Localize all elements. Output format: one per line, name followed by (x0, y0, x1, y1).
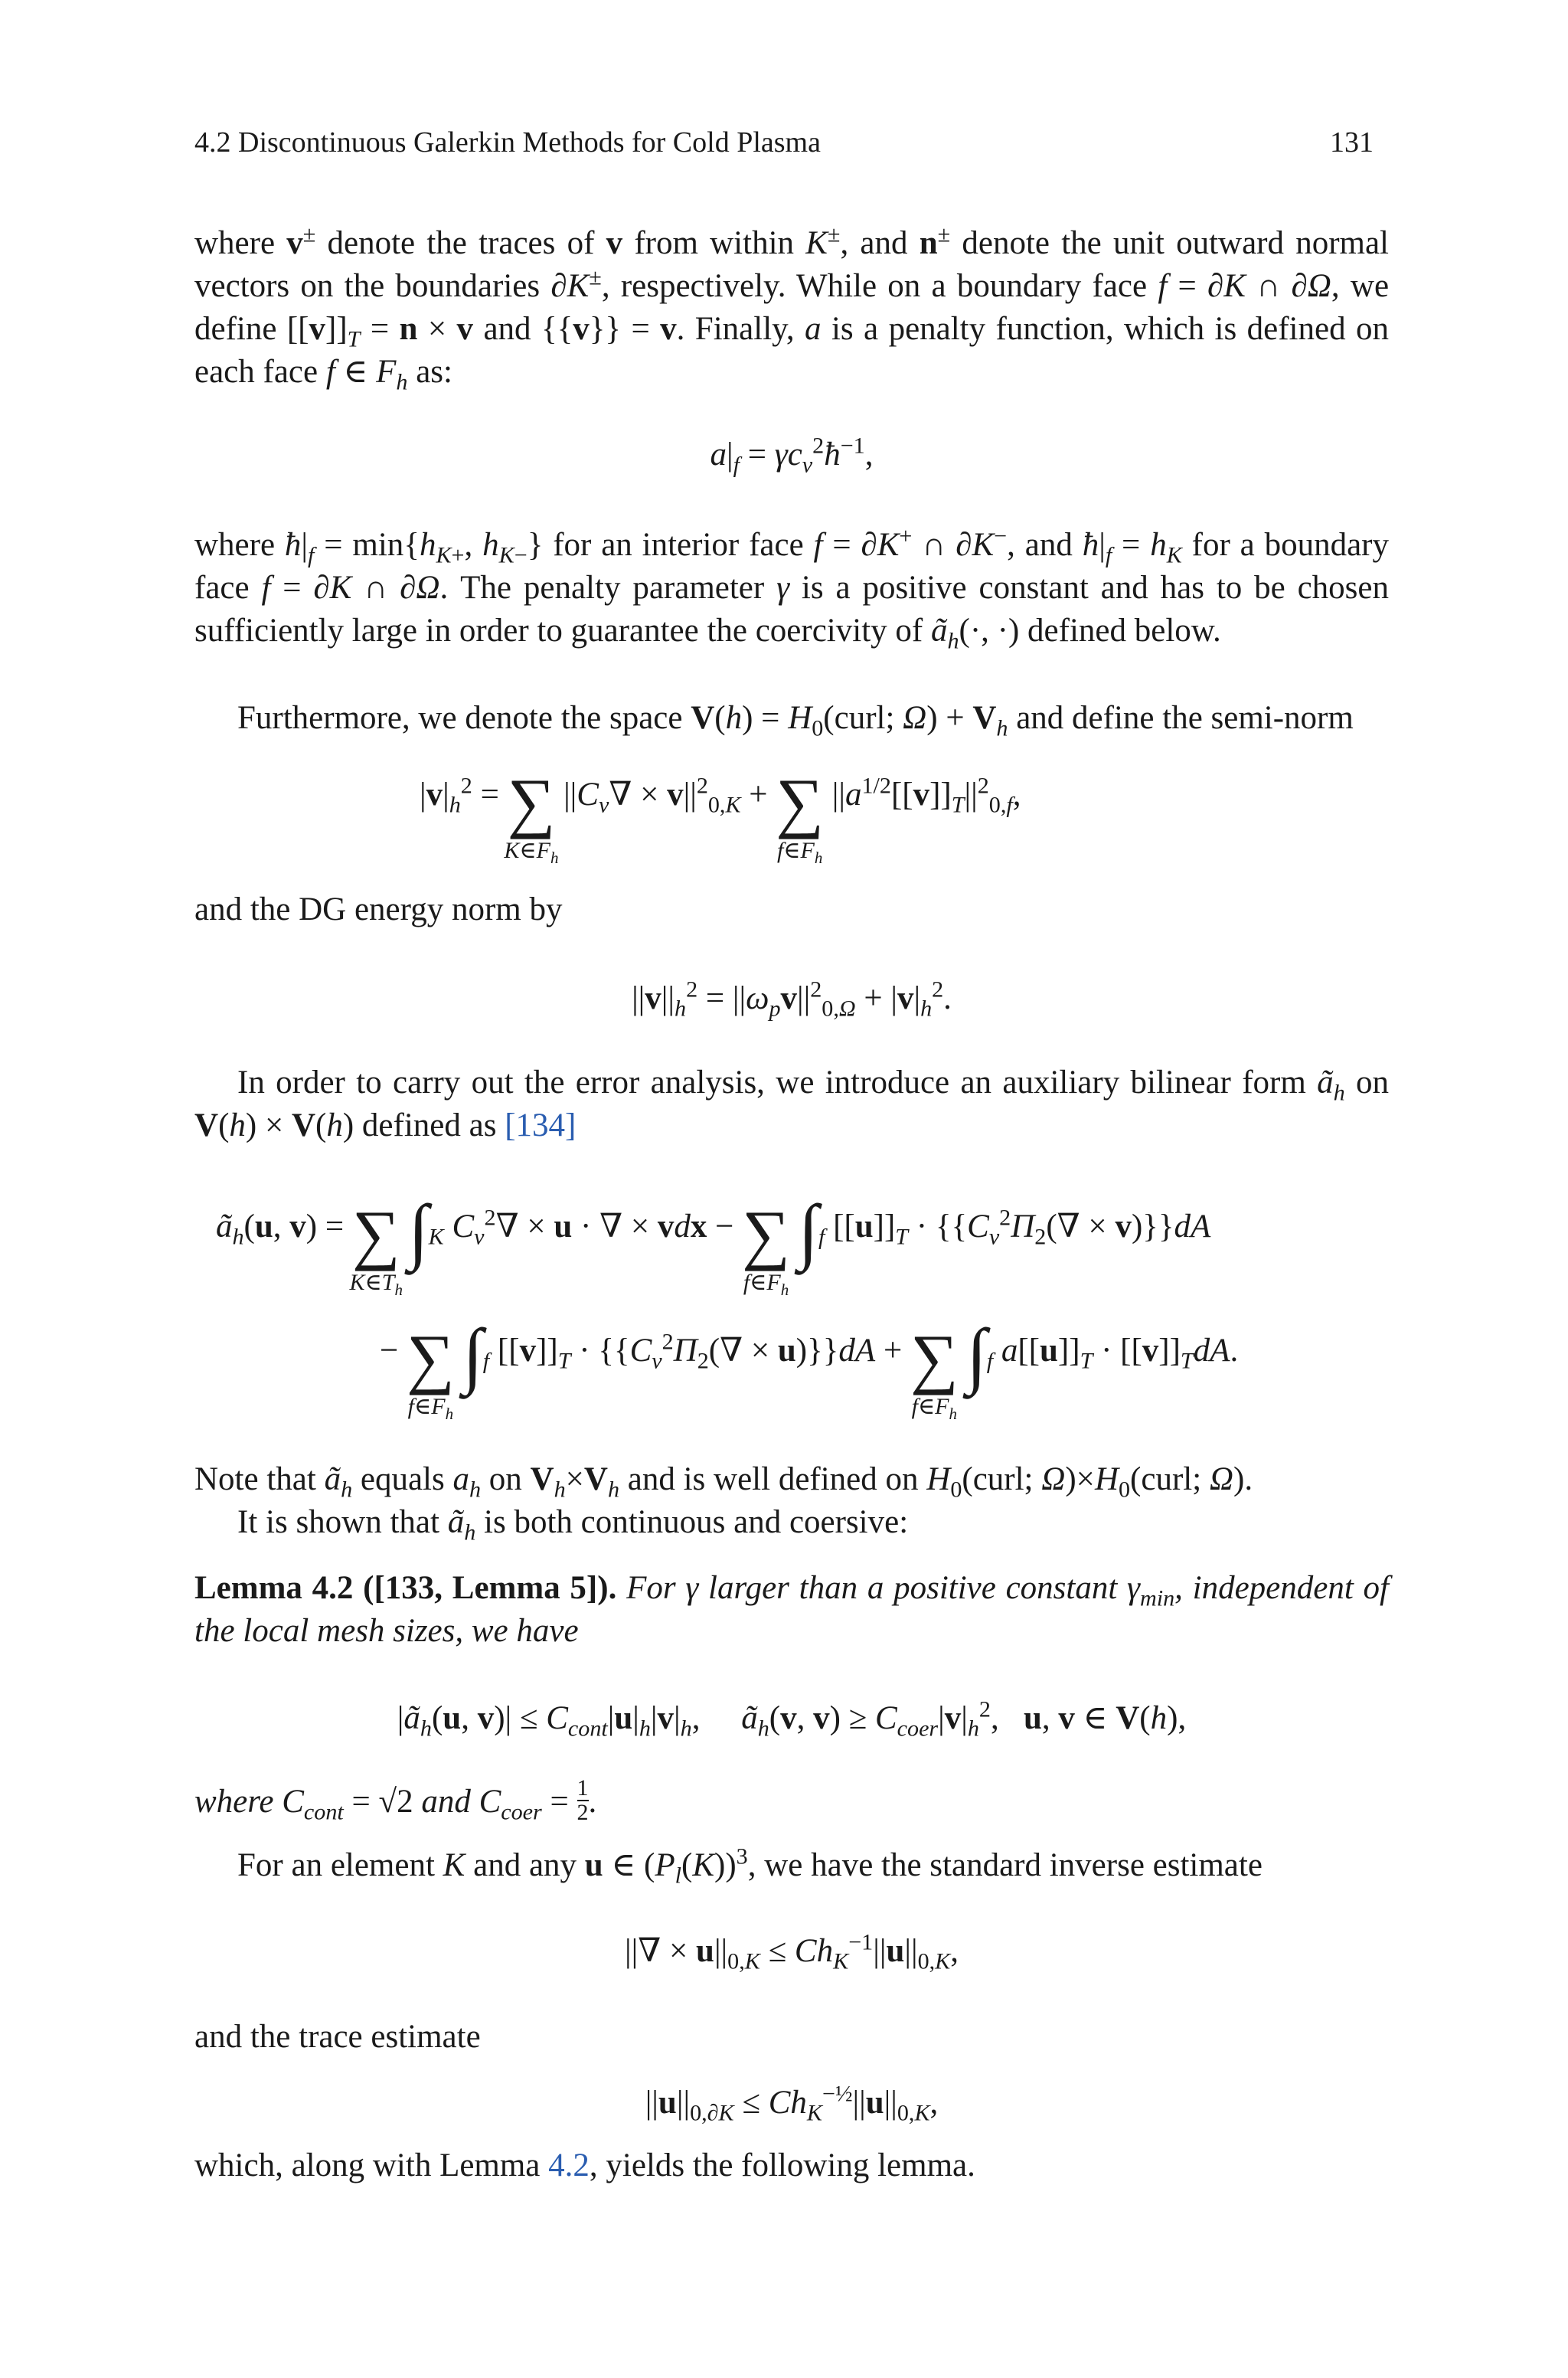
equation-energy-norm: $||v||_h^2 = ||\omega_pv||^2_{0,\Omega} + |v|_h^2$. (632, 976, 952, 1022)
paragraph-inverse: For an element K and any u ∈ $(P_l(K))^3$, we have the standard inverse estimate (237, 1843, 1263, 1889)
equation-seminorm: $|v|_h^2$ = ∑ $K\in F_h$ $||C_v\nabla \times v||^2_{0,K}$ + ∑ $f\in F_h$ $||a^{1/2}[[v]]_T||^2_{0,f}$, (420, 766, 1021, 867)
running-header: 4.2 Discontinuous Galerkin Methods for Cold Plasma (194, 126, 821, 159)
paragraph-trace: and the trace estimate (194, 2019, 481, 2055)
lemma-link[interactable]: 4.2 (548, 2147, 590, 2183)
paragraph-traces: where v± denote the traces of v from within K±, and n± denote the unit outward normal vectors on the boundaries ∂K±, respectively. While on a boundary face f = ∂K ∩ ∂Ω, we define $[[v]]_T = n \times v$ and {{v}} = v. Finally, a is a penalty function, which is defined on each face f ∈ $F_h$ as: (194, 221, 1390, 395)
equation-penalty: $a|_f$ = $\gamma c_v^2ħ^{-1}$, (710, 432, 874, 478)
paragraph-auxiliary: In order to carry out the error analysis, we introduce an auxiliary bilinear form $ã_h$ on V(h) × V(h) defined as [134] (194, 1065, 1390, 1143)
equation-bilinear-line1: $ã_h(u$, v) = ∑ $K\in T_h$ $\int_K$ $C_v^2\nabla \times u$ · ∇ × vdx − ∑ $f\in F_h$ $\int_f$ $[[u]]_T \cdot \{\{C_v^2\Pi_2(\nabla \times v)\}\}dA$ (216, 1189, 1211, 1299)
citation-link[interactable]: [134] (505, 1107, 577, 1143)
paragraph-hbar: where $ħ|_f = \min\{h_{K+}$, $h_{K-}$} for an interior face f = ∂K+ ∩ ∂K−, and $ħ|_f = h_K$ for a boundary face f = ∂K ∩ ∂Ω. The penalty parameter γ is a positive constant and has to be chosen sufficiently large in order to guarantee the coercivity of $ã_h(\cdot$, ·) defined below. (194, 522, 1390, 654)
equation-lemma: $|ã_h(u$, $v)| \le C_{cont}|u|_h|v|_h$, $ã_h(v$, $v) \ge C_{coer}|v|_h^2$, u, v ∈ V(h), (397, 1696, 1187, 1742)
paragraph-note: Note that $ã_h$ equals $a_h$ on $V_h\times V_h$ and is well defined on $H_0(curl$; $\Omega)\times H_0(curl$; Ω). (194, 1461, 1253, 1503)
equation-bilinear-line2: − ∑ $f\in F_h$ $\int_f$ $[[v]]_T \cdot \{\{C_v^2\Pi_2(\nabla \times u)\}\}dA$ + ∑ $f\in F_h$ $\int_f$ $a[[u]]_T \cdot [[v]]_TdA$. (380, 1313, 1239, 1423)
lemma-constants: where $C_{cont} = √2$ and $C_{coer}$ = $\frac{1}{2}$ . (194, 1775, 597, 1825)
equation-inverse: ||∇ × $u||_{0,K} \le Ch_K^{-1}||u||_{0,K}$, (625, 1928, 959, 1974)
page-number: 131 (1330, 126, 1374, 159)
paragraph-shown: It is shown that $ã_h$ is both continuous and coersive: (237, 1504, 909, 1546)
paragraph-final: which, along with Lemma 4.2, yields the following lemma. (194, 2147, 975, 2183)
paragraph-energy-norm: and the DG energy norm by (194, 891, 563, 927)
lemma-block: Lemma 4.2 ([133, Lemma 5]). For γ larger than a positive constant $\gamma_{min}$, independent of the local mesh sizes, we have (194, 1570, 1389, 1649)
equation-trace: $||u||_{0,\partial K} \le Ch_K^{-\frac{1}{2}}||u||_{0,K}$, (645, 2080, 939, 2126)
lemma-title: Lemma 4.2 ([133, Lemma 5]). (194, 1570, 617, 1606)
paragraph-space: Furthermore, we denote the space $V(h) = H_0(curl$; $\Omega) + V_h$ and define the semi-norm (237, 700, 1354, 741)
